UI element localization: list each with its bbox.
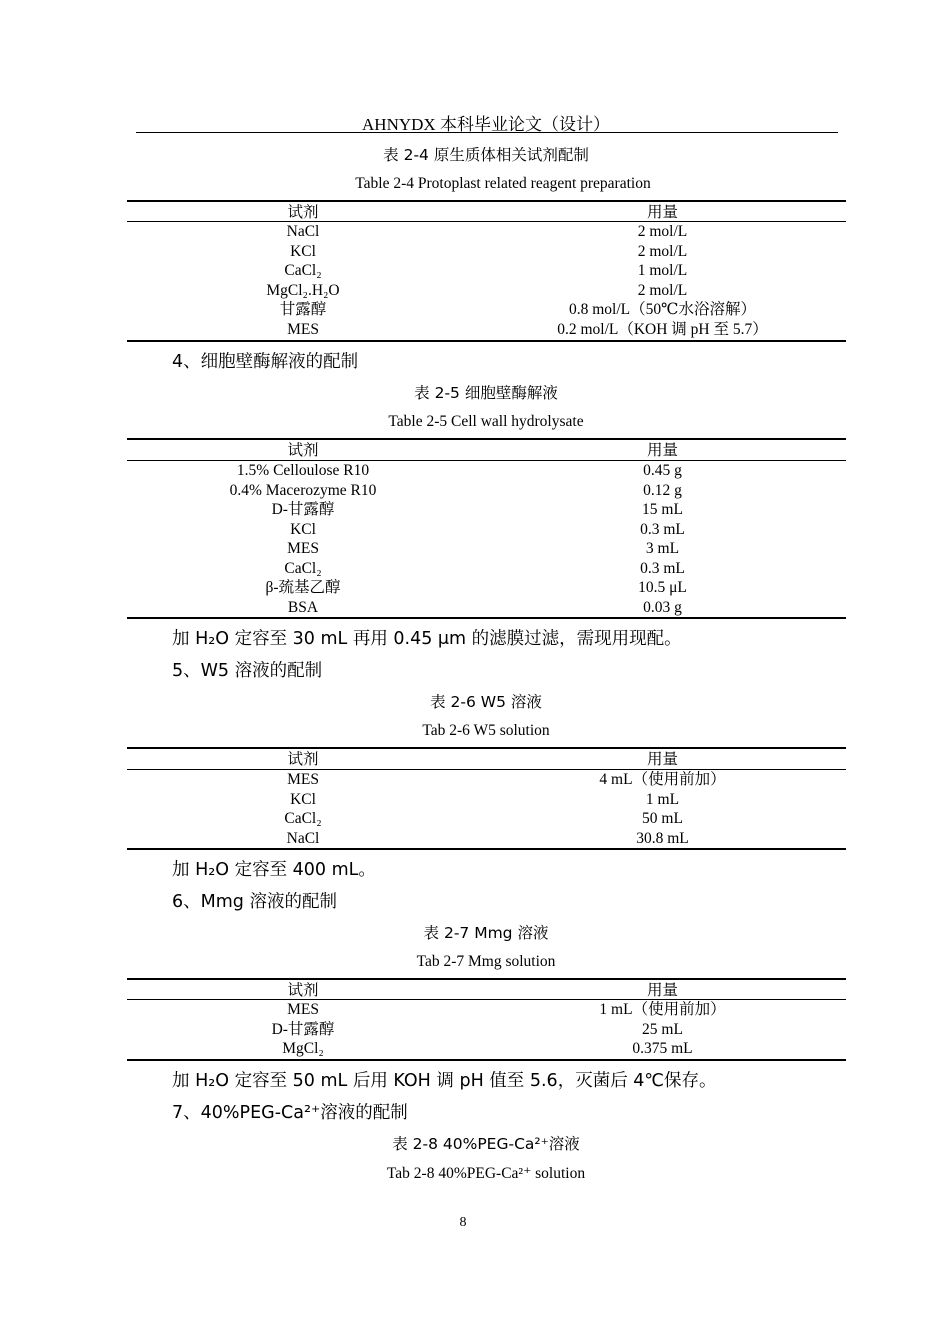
amount-cell: 0.8 mol/L（50℃水浴溶解） xyxy=(569,301,756,318)
table-row xyxy=(127,578,846,598)
table-row xyxy=(127,539,846,559)
reagent-cell: CaCl₂ xyxy=(284,559,322,577)
table-row xyxy=(127,770,846,790)
table-2-5-bottom-rule xyxy=(127,617,846,619)
amount-cell: 0.375 mL xyxy=(632,1040,693,1057)
column-header-reagent: 试剂 xyxy=(287,204,319,221)
reagent-cell: CaCl₂ xyxy=(284,810,322,827)
reagent-cell: MES xyxy=(287,771,319,788)
amount-cell: 0.03 g xyxy=(643,598,682,616)
section-4-heading: 4、细胞壁酶解液的配制 xyxy=(172,352,359,372)
section-7-heading: 7、40%PEG-Ca²⁺溶液的配制 xyxy=(172,1103,408,1123)
table-2-4-caption-cn: 表 2-4 原生质体相关试剂配制 xyxy=(383,146,589,164)
table-2-7-bottom-rule xyxy=(127,1059,846,1061)
reagent-cell: 甘露醇 xyxy=(279,301,327,318)
reagent-cell: KCl xyxy=(290,520,316,538)
table-2-5-header-row xyxy=(127,441,846,461)
amount-cell: 4 mL（使用前加） xyxy=(599,771,726,788)
table-row xyxy=(127,300,846,320)
reagent-cell: NaCl xyxy=(286,829,320,847)
amount-cell: 10.5 μL xyxy=(638,579,687,596)
amount-cell: 25 mL xyxy=(642,1020,683,1038)
table-row xyxy=(127,481,846,501)
column-header-amount: 用量 xyxy=(646,204,678,221)
amount-cell: 0.12 g xyxy=(643,481,682,499)
table-row xyxy=(127,281,846,301)
section-5-heading: 5、W5 溶液的配制 xyxy=(172,661,323,681)
table-2-7-caption-cn: 表 2-7 Mmg 溶液 xyxy=(423,924,549,942)
reagent-cell: MgCl₂.H₂O xyxy=(266,281,340,299)
column-header-reagent: 试剂 xyxy=(287,442,319,459)
column-header-amount: 用量 xyxy=(646,982,678,999)
table-row xyxy=(127,222,846,242)
table-2-7-caption-en: Tab 2-7 Mmg solution xyxy=(416,953,556,970)
table-2-4-bottom-rule xyxy=(127,340,846,342)
column-header-reagent: 试剂 xyxy=(287,982,319,999)
table-2-5-caption-en: Table 2-5 Cell wall hydrolysate xyxy=(388,413,584,430)
amount-cell: 0.2 mol/L（KOH 调 pH 至 5.7） xyxy=(557,320,768,338)
section-6-heading: 6、Mmg 溶液的配制 xyxy=(172,892,337,912)
amount-cell: 2 mol/L xyxy=(637,281,688,299)
header-rule xyxy=(136,132,838,133)
reagent-cell: β-巯基乙醇 xyxy=(265,579,341,596)
table-2-6-top-rule xyxy=(127,747,846,749)
table-2-6-caption-en: Tab 2-6 W5 solution xyxy=(422,722,550,739)
table-row xyxy=(127,461,846,481)
amount-cell: 0.3 mL xyxy=(640,559,685,577)
table-row xyxy=(127,829,846,849)
table-2-4-caption-en: Table 2-4 Protoplast related reagent preparation xyxy=(355,175,651,192)
column-header-amount: 用量 xyxy=(646,442,678,459)
amount-cell: 1 mL xyxy=(645,790,680,808)
column-header-amount: 用量 xyxy=(646,751,678,768)
reagent-cell: MES xyxy=(287,1001,319,1018)
table-2-6-header-row xyxy=(127,750,846,770)
running-header: AHNYDX 本科毕业论文（设计） xyxy=(362,115,610,134)
reagent-cell: NaCl xyxy=(286,223,320,240)
table-row xyxy=(127,559,846,579)
table-2-5-caption-cn: 表 2-5 细胞壁酶解液 xyxy=(414,384,558,402)
table-2-8-caption-cn: 表 2-8 40%PEG-Ca²⁺溶液 xyxy=(392,1135,580,1153)
reagent-cell: CaCl₂ xyxy=(284,262,322,279)
amount-cell: 0.45 g xyxy=(643,462,682,479)
reagent-cell: MgCl₂ xyxy=(282,1040,324,1057)
table-row xyxy=(127,790,846,810)
amount-cell: 2 mol/L xyxy=(637,242,688,260)
reagent-cell: D-甘露醇 xyxy=(271,501,335,518)
table-row xyxy=(127,320,846,340)
table-2-4-top-rule xyxy=(127,200,846,202)
amount-cell: 2 mol/L xyxy=(637,223,688,240)
table-row xyxy=(127,598,846,618)
reagent-cell: BSA xyxy=(287,598,319,616)
reagent-cell: MES xyxy=(287,320,319,338)
table-2-5-note: 加 H₂O 定容至 30 mL 再用 0.45 μm 的滤膜过滤，需现用现配。 xyxy=(172,629,682,649)
table-row xyxy=(127,1000,846,1020)
table-row xyxy=(127,1039,846,1059)
reagent-cell: MES xyxy=(287,540,319,557)
amount-cell: 50 mL xyxy=(642,810,683,827)
reagent-cell: KCl xyxy=(290,790,316,808)
reagent-cell: 1.5% Celloulose R10 xyxy=(236,462,370,479)
table-2-7-header-row xyxy=(127,981,846,1001)
amount-cell: 30.8 mL xyxy=(636,829,689,847)
table-row xyxy=(127,520,846,540)
reagent-cell: D-甘露醇 xyxy=(271,1020,335,1038)
table-2-8-caption-en: Tab 2-8 40%PEG-Ca²⁺ solution xyxy=(386,1165,586,1182)
table-row xyxy=(127,242,846,262)
reagent-cell: 0.4% Macerozyme R10 xyxy=(229,481,377,499)
table-row xyxy=(127,500,846,520)
table-row xyxy=(127,261,846,281)
table-2-6-caption-cn: 表 2-6 W5 溶液 xyxy=(430,693,542,711)
table-2-7-top-rule xyxy=(127,978,846,980)
amount-cell: 0.3 mL xyxy=(640,520,685,538)
page-number: 8 xyxy=(459,1215,467,1230)
table-row xyxy=(127,1020,846,1040)
table-2-7-note: 加 H₂O 定容至 50 mL 后用 KOH 调 pH 值至 5.6，灭菌后 4℃保存。 xyxy=(172,1071,717,1091)
reagent-cell: KCl xyxy=(290,242,316,260)
amount-cell: 1 mol/L xyxy=(637,262,688,279)
amount-cell: 1 mL（使用前加） xyxy=(599,1001,726,1018)
table-2-6-note: 加 H₂O 定容至 400 mL。 xyxy=(172,860,376,880)
amount-cell: 15 mL xyxy=(642,501,683,518)
table-row xyxy=(127,809,846,829)
amount-cell: 3 mL xyxy=(645,540,680,557)
table-2-5-top-rule xyxy=(127,438,846,440)
table-2-6-bottom-rule xyxy=(127,848,846,850)
column-header-reagent: 试剂 xyxy=(287,751,319,768)
table-2-4-header-row xyxy=(127,203,846,223)
